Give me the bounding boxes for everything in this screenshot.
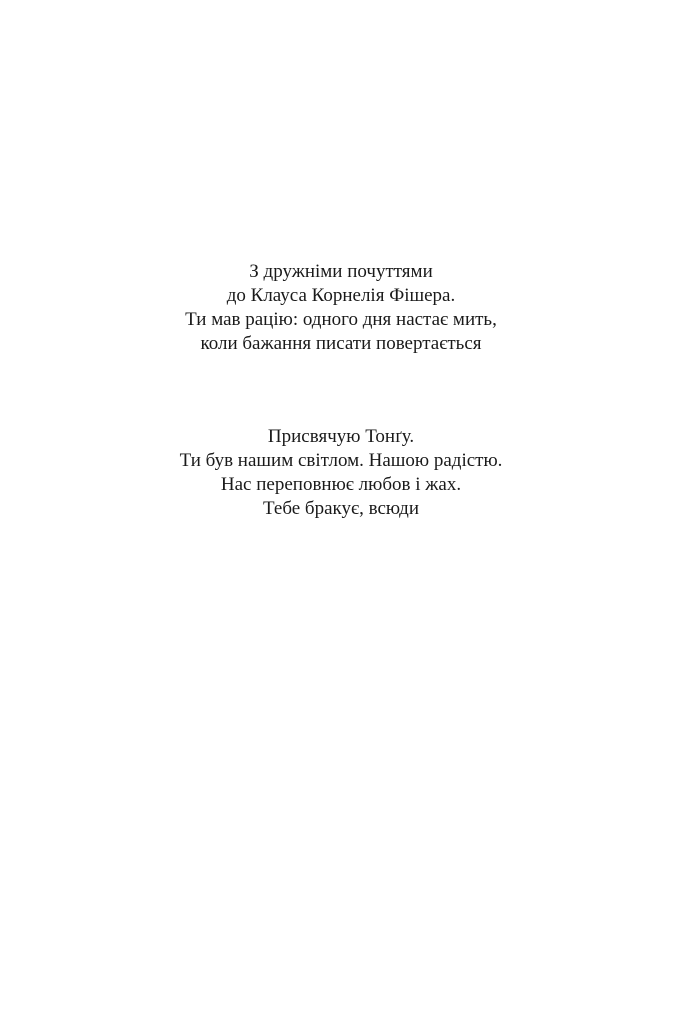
dedication-line: до Клауса Корнелія Фішера. — [226, 285, 456, 306]
dedication-line: Ти мав рацію: одного дня настає мить, — [185, 309, 497, 330]
dedication-line: коли бажання писати повертається — [200, 333, 482, 354]
dedication-line: З дружніми почуттями — [249, 261, 433, 282]
dedication-line: Ти був нашим світлом. Нашою радістю. — [179, 450, 503, 471]
dedication-first — [0, 260, 682, 356]
dedication-second — [0, 425, 682, 521]
dedication-line: Присвячую Тонґу. — [267, 426, 415, 447]
dedication-line: Нас переповнює любов і жах. — [220, 474, 462, 495]
dedication-line: Тебе бракує, всюди — [263, 498, 419, 519]
